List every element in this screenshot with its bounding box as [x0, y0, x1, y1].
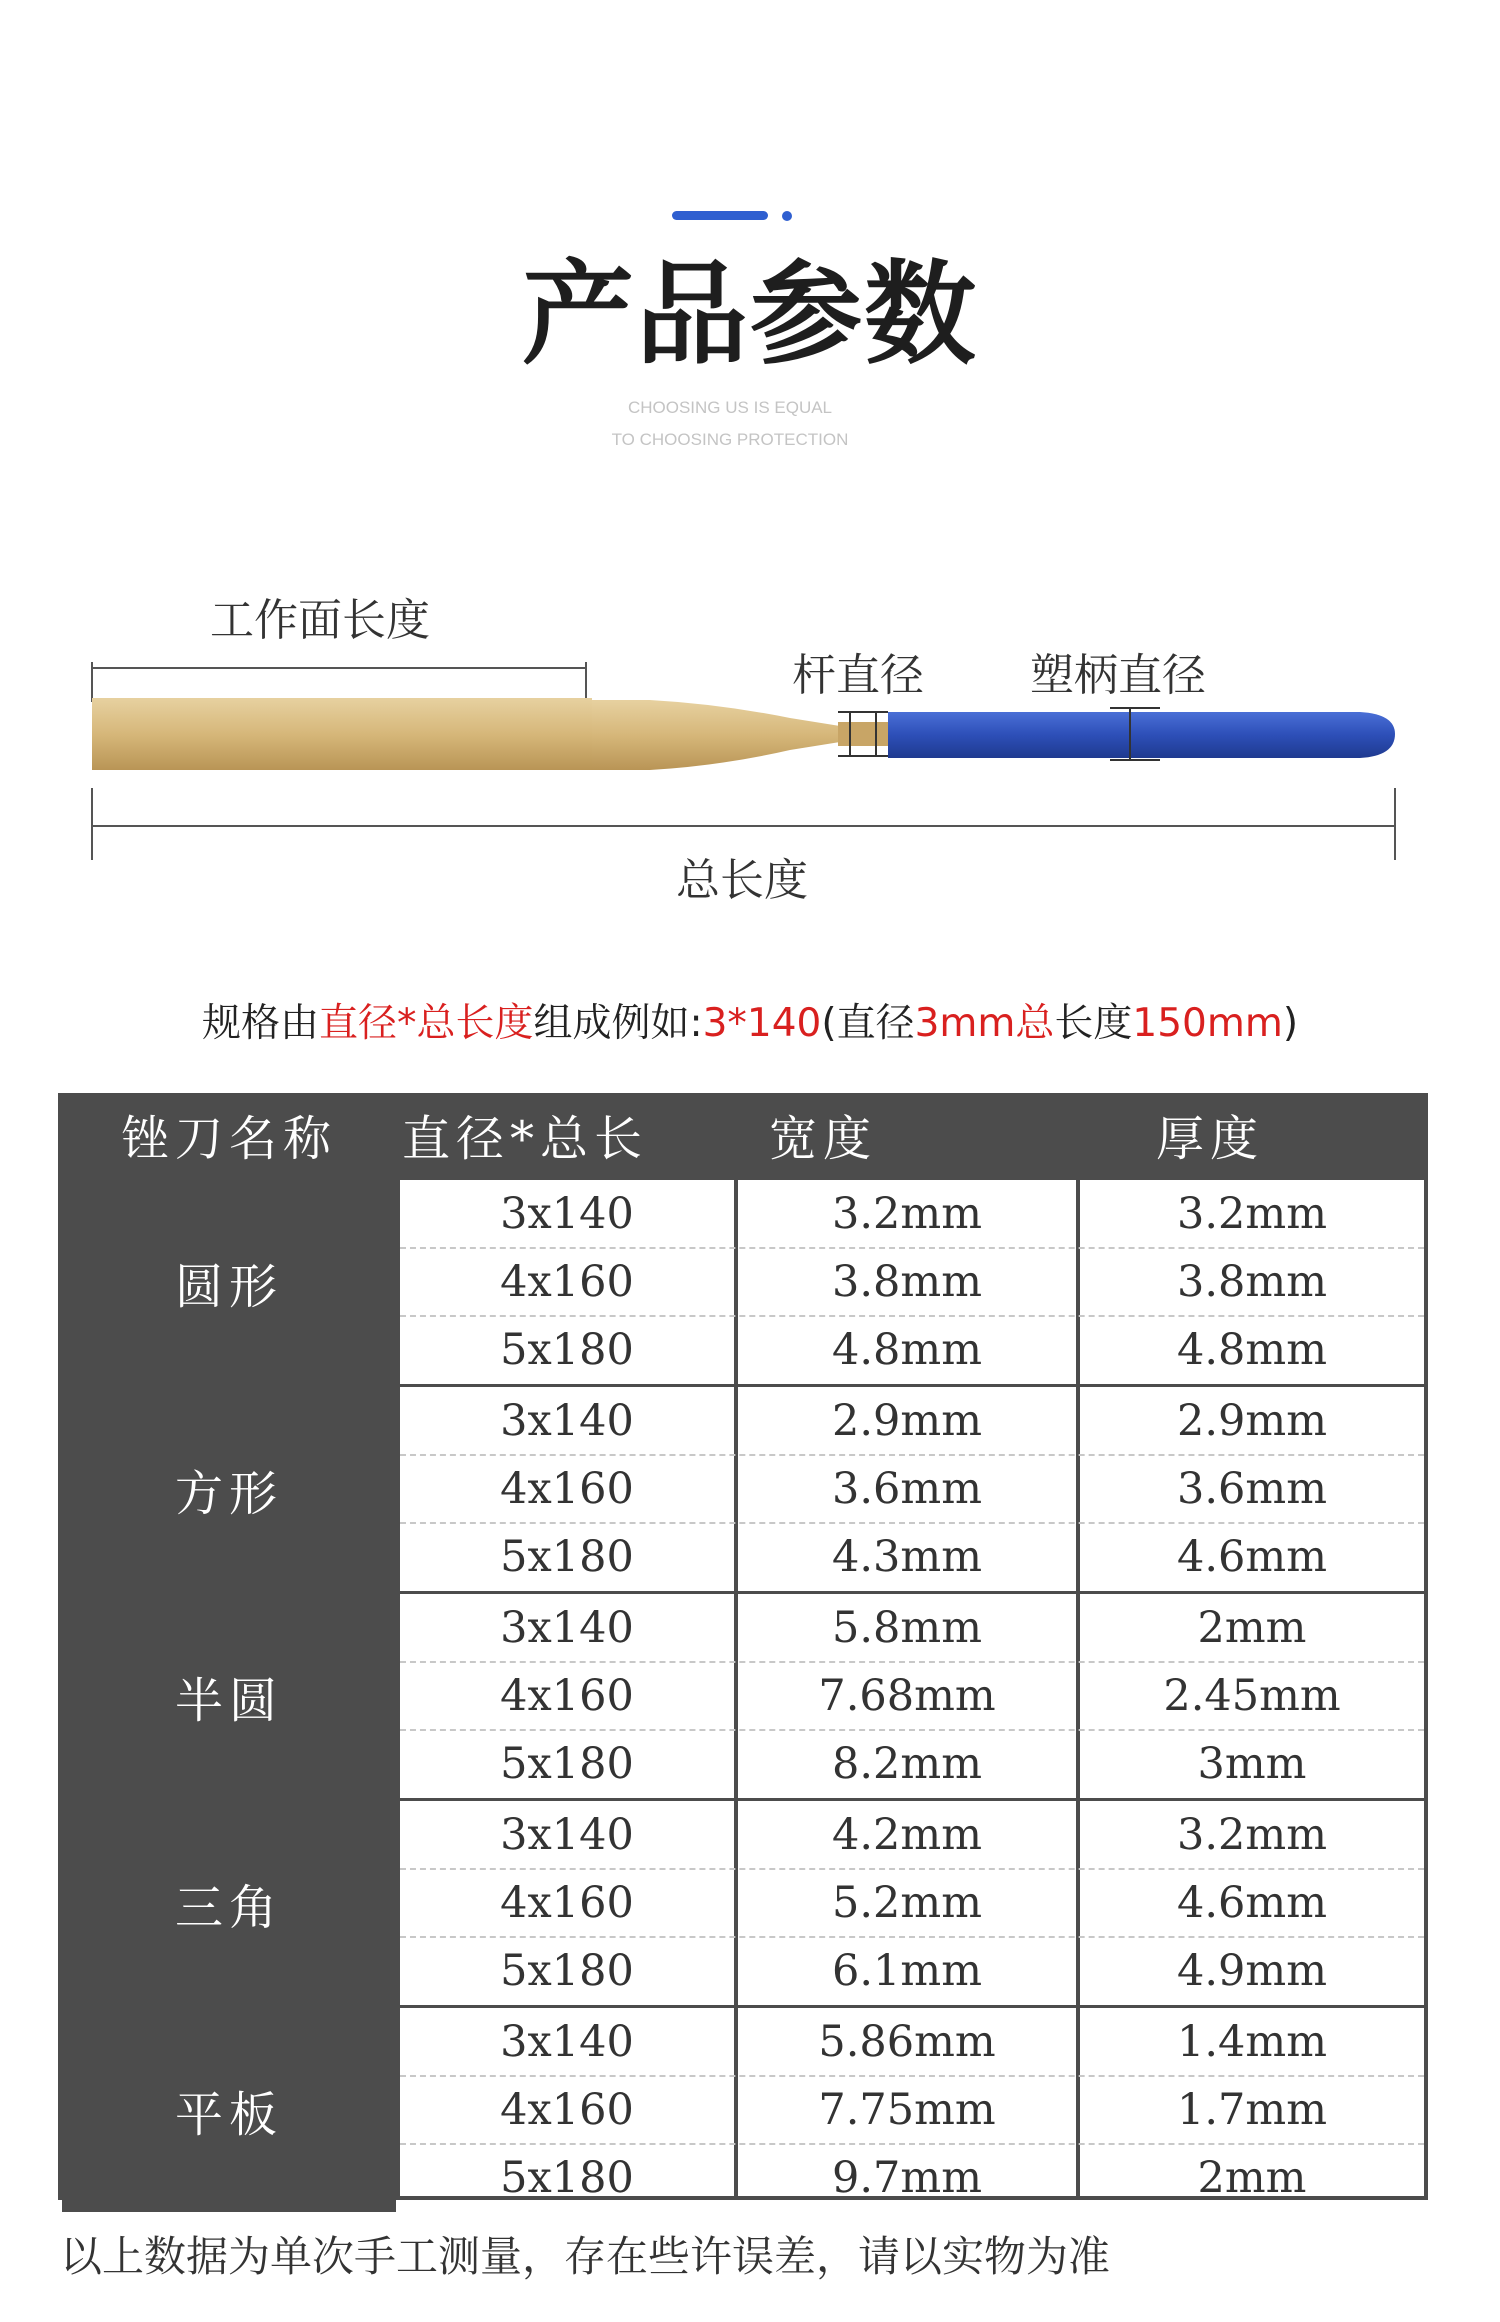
table-row	[400, 2076, 1424, 2144]
table-row	[400, 1180, 1424, 1248]
width-cell: 4.3mm	[832, 1532, 982, 1582]
table-row	[400, 1662, 1424, 1730]
table-row	[400, 1523, 1424, 1591]
table-row	[400, 2008, 1424, 2076]
table-row	[400, 1387, 1424, 1455]
spec-explanation	[0, 992, 1500, 1048]
width-cell: 8.2mm	[832, 1739, 982, 1789]
size-cell: 4x160	[500, 2085, 634, 2135]
width-cell: 9.7mm	[832, 2153, 982, 2203]
size-cell: 3x140	[500, 1189, 634, 1239]
measurement-disclaimer: 以上数据为单次手工测量，存在些许误差，请以实物为准	[60, 2232, 1111, 2281]
spec-highlight-diameter: 3mm	[914, 1001, 1016, 1046]
header-width: 宽度	[768, 1111, 877, 1167]
thickness-cell: 3.2mm	[1177, 1810, 1327, 1860]
file-dimension-diagram	[0, 560, 1500, 920]
header-size: 直径*总长	[401, 1111, 648, 1167]
thickness-cell: 4.6mm	[1177, 1532, 1327, 1582]
thickness-cell: 3.6mm	[1177, 1464, 1327, 1514]
spec-highlight-total: 总	[1015, 1001, 1055, 1046]
label-total-length: 总长度	[676, 855, 808, 906]
width-cell: 4.8mm	[832, 1325, 982, 1375]
file-type-label: 圆形	[62, 1180, 396, 1384]
label-working-length: 工作面长度	[210, 595, 430, 646]
width-cell: 5.86mm	[818, 2017, 996, 2067]
table-row	[400, 1801, 1424, 1869]
size-cell: 3x140	[500, 1396, 634, 1446]
table-row	[400, 1937, 1424, 2005]
size-cell: 5x180	[500, 1946, 634, 1996]
table-row	[400, 1869, 1424, 1937]
label-handle-diameter: 塑柄直径	[1030, 650, 1206, 701]
size-cell: 4x160	[500, 1671, 634, 1721]
table-body	[400, 1180, 1424, 2203]
file-type-label: 方形	[62, 1387, 396, 1591]
title-accent-decoration	[672, 211, 772, 220]
table-row	[400, 1455, 1424, 1523]
table-row	[400, 1730, 1424, 1798]
width-cell: 7.68mm	[818, 1671, 996, 1721]
file-type-label: 半圆	[62, 1594, 396, 1798]
spec-text-4: 长度	[1054, 1001, 1133, 1046]
width-cell: 4.2mm	[832, 1810, 982, 1860]
subtitle-line-1: CHOOSING US IS EQUAL	[627, 398, 833, 417]
accent-dot	[782, 211, 792, 221]
label-rod-diameter: 杆直径	[792, 650, 924, 701]
subtitle-line-2: TO CHOOSING PROTECTION	[611, 430, 849, 449]
thickness-cell: 2.9mm	[1177, 1396, 1327, 1446]
width-cell: 2.9mm	[832, 1396, 982, 1446]
thickness-cell: 2mm	[1197, 2153, 1307, 2203]
width-cell: 7.75mm	[818, 2085, 996, 2135]
total-length-bracket	[92, 788, 1395, 860]
thickness-cell: 3mm	[1197, 1739, 1307, 1789]
spec-text-3: (直径	[821, 1001, 915, 1046]
file-type-label: 平板	[62, 2008, 396, 2212]
spec-text-1: 规格由	[201, 1001, 319, 1046]
size-cell: 4x160	[500, 1464, 634, 1514]
size-cell: 5x180	[500, 2153, 634, 2203]
width-cell: 6.1mm	[832, 1946, 982, 1996]
thickness-cell: 4.6mm	[1177, 1878, 1327, 1928]
size-cell: 3x140	[500, 2017, 634, 2067]
thickness-cell: 2mm	[1197, 1603, 1307, 1653]
size-cell: 4x160	[500, 1257, 634, 1307]
table-row	[400, 1248, 1424, 1316]
spec-highlight-example: 3*140	[702, 1001, 822, 1046]
thickness-cell: 3.2mm	[1177, 1189, 1327, 1239]
width-cell: 3.2mm	[832, 1189, 982, 1239]
accent-bar	[672, 211, 768, 220]
size-cell: 5x180	[500, 1532, 634, 1582]
page-title: 产品参数	[522, 250, 978, 380]
thickness-cell: 3.8mm	[1177, 1257, 1327, 1307]
parameter-table	[58, 1093, 1428, 2203]
table-row	[400, 1594, 1424, 1662]
size-cell: 5x180	[500, 1325, 634, 1375]
spec-highlight-formula: 直径*总长度	[318, 1001, 534, 1046]
thickness-cell: 2.45mm	[1163, 1671, 1341, 1721]
working-length-bracket	[92, 662, 586, 702]
thickness-cell: 4.9mm	[1177, 1946, 1327, 1996]
table-row	[400, 1316, 1424, 1384]
width-cell: 3.6mm	[832, 1464, 982, 1514]
file-tool-illustration	[92, 698, 1395, 770]
width-cell: 5.2mm	[832, 1878, 982, 1928]
file-type-label: 三角	[62, 1801, 396, 2005]
size-cell: 3x140	[500, 1603, 634, 1653]
thickness-cell: 1.4mm	[1177, 2017, 1327, 2067]
spec-highlight-length: 150mm	[1132, 1001, 1283, 1046]
header-thickness: 厚度	[1155, 1111, 1264, 1167]
size-cell: 4x160	[500, 1878, 634, 1928]
thickness-cell: 1.7mm	[1177, 2085, 1327, 2135]
size-cell: 5x180	[500, 1739, 634, 1789]
header-file-name: 锉刀名称	[120, 1111, 337, 1167]
spec-text-5: )	[1282, 1001, 1299, 1046]
size-cell: 3x140	[500, 1810, 634, 1860]
width-cell: 3.8mm	[832, 1257, 982, 1307]
width-cell: 5.8mm	[832, 1603, 982, 1653]
thickness-cell: 4.8mm	[1177, 1325, 1327, 1375]
spec-text-2: 组成例如:	[533, 1001, 703, 1046]
table-row	[400, 2144, 1424, 2212]
